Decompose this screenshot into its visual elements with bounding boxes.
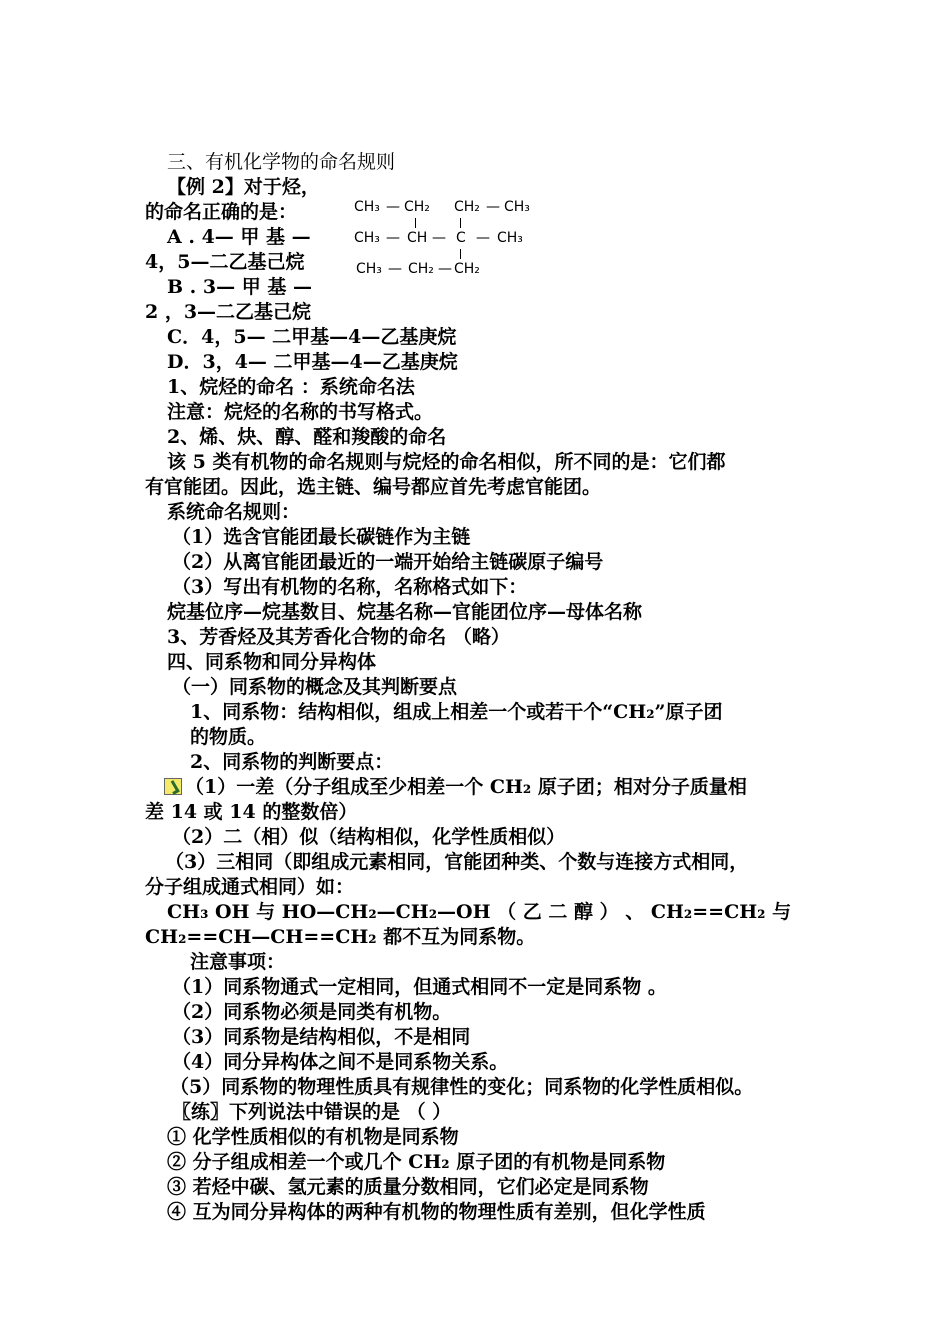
paragraph-line: 有官能团。因此，选主链、编号都应首先考虑官能团。 (145, 476, 602, 498)
aromatic-naming-heading: 3、芳香烃及其芳香化合物的命名 （略） (167, 626, 510, 648)
note-item: （3）同系物是结构相似，不是相同 (172, 1026, 471, 1048)
option-b: B . 3— 甲 基 — (167, 276, 312, 298)
struct-atom: CH₃ (356, 261, 382, 277)
struct-atom: C (456, 230, 466, 246)
note-item: （1）同系物通式一定相同，但通式相同不一定是同系物 。 (172, 976, 667, 998)
paragraph-line: 差 14 或 14 的整数倍） (145, 801, 358, 823)
rule-heading: 系统命名规则： (167, 501, 301, 523)
rule-item: （3）写出有机物的名称，名称格式如下： (172, 576, 528, 598)
option-a-cont: 4，5—二乙基己烷 (145, 251, 305, 273)
struct-atom: CH₂ (408, 261, 434, 277)
paragraph-line: 该 5 类有机物的命名规则与烷烃的命名相似，所不同的是：它们都 (167, 451, 726, 473)
struct-atom: CH₃ (504, 199, 530, 215)
note-item: （2）同系物必须是同类有机物。 (172, 1001, 452, 1023)
struct-atom: CH₃ (354, 199, 380, 215)
exercise-statement: ④ 互为同分异构体的两种有机物的物理性质有差别，但化学性质 (167, 1201, 706, 1223)
pencil-note-icon (164, 778, 182, 795)
exercise-statement: ① 化学性质相似的有机物是同系物 (167, 1126, 459, 1148)
section-heading-4: 四、同系物和同分异构体 (167, 651, 377, 673)
exercise-statement: ③ 若烃中碳、氢元素的质量分数相同，它们必定是同系物 (167, 1176, 649, 1198)
functional-naming-heading: 2、烯、炔、醇、醛和羧酸的命名 (167, 426, 447, 448)
paragraph-line: 分子组成通式相同）如： (145, 876, 355, 898)
name-format: 烷基位序—烷基数目、烷基名称—官能团位序—母体名称 (167, 601, 643, 623)
bond (460, 218, 461, 228)
note-item: （4）同分异构体之间不是同系物关系。 (172, 1051, 509, 1073)
paragraph-line: 的物质。 (190, 726, 267, 748)
paragraph-line: 2、同系物的判断要点： (190, 751, 394, 773)
bond (415, 218, 416, 228)
option-a: A . 4— 甲 基 — (167, 226, 311, 248)
subsection-heading: （一）同系物的概念及其判断要点 (172, 676, 458, 698)
structural-formula: CH₃ — CH₂ CH₂ — CH₃ CH₃ — CH — C — CH₃ CH₃ — CH₂ — CH₂ (354, 199, 530, 277)
alkane-naming-note: 注意：烷烃的名称的书写格式。 (167, 401, 434, 423)
bond (460, 249, 461, 259)
exercise-statement: ② 分子组成相差一个或几个 CH₂ 原子团的有机物是同系物 (167, 1151, 666, 1173)
note-item: （5）同系物的物理性质具有规律性的变化；同系物的化学性质相似。 (170, 1076, 754, 1098)
paragraph-text: （1）一差（分子组成至少相差一个 CH₂ 原子团；相对分子质量相 (185, 776, 747, 798)
struct-atom: CH₂ (454, 261, 480, 277)
paragraph-line: CH₃ OH 与 HO—CH₂—CH₂—OH （ 乙 二 醇 ） 、 CH₂==CH₂ 与 (167, 901, 792, 923)
struct-atom: CH (407, 230, 428, 246)
struct-atom: CH₂ (404, 199, 430, 215)
question-stem: 的命名正确的是： (145, 201, 298, 223)
option-b-cont: 2 ，3—二乙基己烷 (145, 301, 312, 323)
struct-atom: CH₂ (454, 199, 480, 215)
paragraph-line: （2）二（相）似（结构相似，化学性质相似） (172, 826, 566, 848)
alkane-naming-heading: 1、烷烃的命名 ：系统命名法 (167, 376, 415, 398)
paragraph-line: （3）三相同（即组成元素相同，官能团种类、个数与连接方式相同， (165, 851, 749, 873)
paragraph-line: 1、同系物：结构相似，组成上相差一个或若干个“CH₂”原子团 (190, 701, 723, 723)
rule-item: （1）选含官能团最长碳链作为主链 (172, 526, 471, 548)
rule-item: （2）从离官能团最近的一端开始给主链碳原子编号 (172, 551, 604, 573)
paragraph-line: CH₂==CH—CH==CH₂ 都不互为同系物。 (145, 926, 536, 948)
section-heading-3: 三、有机化学物的命名规则 (167, 151, 396, 173)
struct-atom: CH₃ (354, 230, 380, 246)
option-d: D．3，4— 二甲基—4—乙基庚烷 (167, 351, 458, 373)
option-c: C．4，5— 二甲基—4—乙基庚烷 (167, 326, 457, 348)
notes-heading: 注意事项： (190, 951, 286, 973)
example-2-label: 【例 2】对于烃， (167, 176, 320, 198)
paragraph-line (164, 775, 747, 799)
struct-atom: CH₃ (497, 230, 523, 246)
exercise-heading: 〖练〗下列说法中错误的是 （ ） (172, 1101, 452, 1123)
